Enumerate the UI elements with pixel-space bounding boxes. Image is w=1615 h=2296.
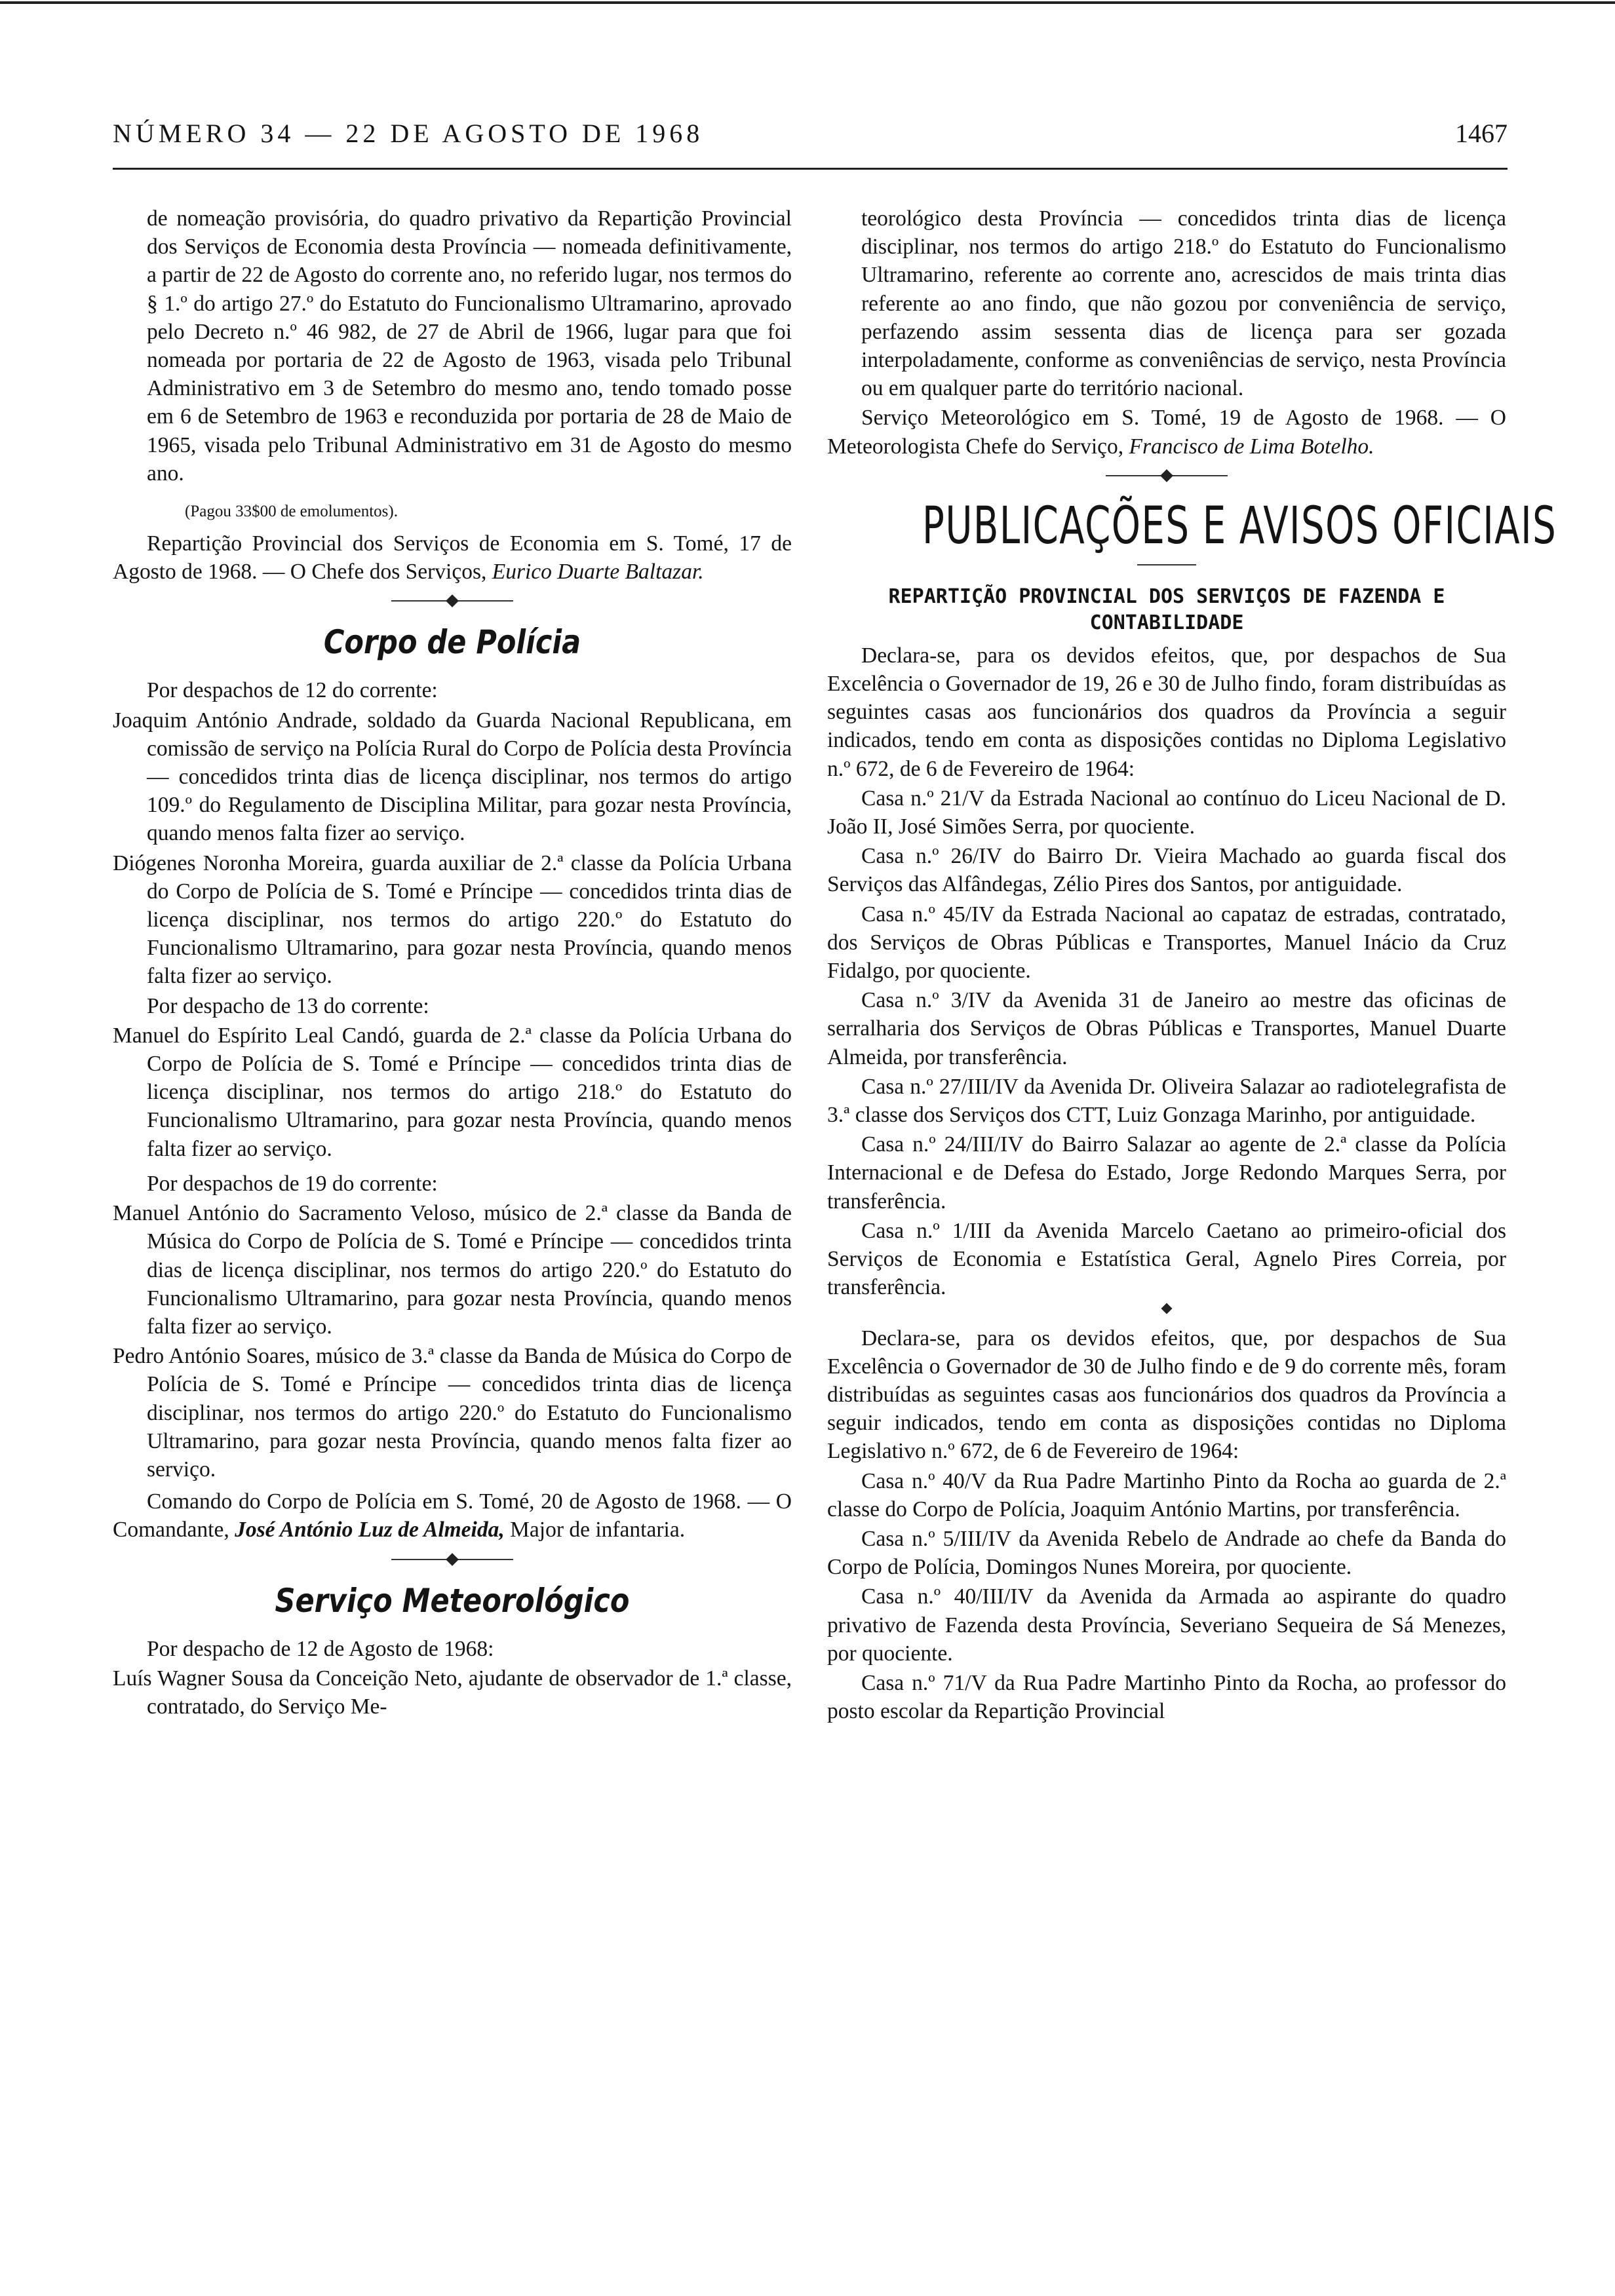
economia-continuation: de nomeação provisória, do quadro privativo da Repartição Provincial dos Serviços de Economia desta Província — nomeada definitivamente, a partir de 22 de Agosto do corrente ano, no referido lugar, nos termos do § 1.º do artigo 27.º do Estatuto do Funcionalismo Ultramarino, aprovado pelo Decreto n.º 46 982, de 27 de Abril de 1966, lugar para que foi nomeada por portaria de 22 de Agosto de 1963, visada pelo Tribunal Administrativo em 3 de Setembro do mesmo ano, tendo tomado posse em 6 de Setembro de 1963 e reconduzida por portaria de 28 de Maio de 1965, visada pelo Tribunal Administrativo em 31 de Agosto do mesmo ano. <box>147 206 792 486</box>
corpo-entry-1: Joaquim António Andrade, soldado da Guarda Nacional Republicana, em comissão de serviço na Polícia Rural do Corpo de Polícia desta Província — concedidos trinta dias de licença disciplinar, nos termos do artigo 109.º do Regulamento de Disciplina Militar, para gozar nesta Província, quando menos falta fizer ao serviço. <box>113 708 792 846</box>
right-column <box>827 204 1557 1727</box>
meteo-signatory: Francisco de Lima Botelho. <box>1129 434 1374 459</box>
casa-entry-7: Casa n.º 1/III da Avenida Marcelo Caetano ao primeiro-oficial dos Serviços de Economia e Estatística Geral, Agnelo Pires Correia, por transferência. <box>827 1218 1506 1300</box>
casa-entry-11: Casa n.º 71/V da Rua Padre Martinho Pinto da Rocha, ao professor do posto escolar da Repartição Provincial <box>827 1670 1506 1724</box>
publicacoes-avisos-title: PUBLICAÇÕES E AVISOS OFICIAIS <box>922 496 1557 556</box>
section-divider <box>827 466 1506 486</box>
corpo-signature-text: Comando do Corpo de Polícia em S. Tomé, 20 de Agosto de 1968. — O Comandante, <box>113 1489 792 1542</box>
small-divider <box>827 1305 1506 1312</box>
header-rule <box>113 168 1508 170</box>
fazenda-department-title: REPARTIÇÃO PROVINCIAL DOS SERVIÇOS DE FAZENDA E CONTABILIDADE <box>888 584 1445 634</box>
casa-entry-5: Casa n.º 27/III/IV da Avenida Dr. Oliveira Salazar ao radiotelegrafista de 3.ª classe dos Serviços dos CTT, Luiz Gonzaga Marinho, por antiguidade. <box>827 1074 1506 1128</box>
corpo-entry-2: Diógenes Noronha Moreira, guarda auxiliar de 2.ª classe da Polícia Urbana do Corpo de Polícia de S. Tomé e Príncipe — concedidos trinta dias de licença disciplinar, nos termos do artigo 220.º do Estatuto do Funcionalismo Ultramarino, para gozar nesta Província, quando menos falta fizer ao serviço. <box>113 851 792 989</box>
corpo-signature <box>113 1487 792 1544</box>
top-border-rule <box>0 1 1615 4</box>
meteo-signature <box>827 404 1506 460</box>
economia-signature-text: Repartição Provincial dos Serviços de Economia em S. Tomé, 17 de Agosto de 1968. — O Chefe dos Serviços, <box>113 531 792 584</box>
issue-date-header: NÚMERO 34 — 22 DE AGOSTO DE 1968 <box>113 119 704 148</box>
corpo-entry-5: Pedro António Soares, músico de 3.ª classe da Banda de Música do Corpo de Polícia de S. Tomé e Príncipe — concedidos trinta dias de licença disciplinar, nos termos do artigo 220.º do Estatuto do Funcionalismo Ultramarino, para gozar nesta Província, quando menos falta fizer ao serviço. <box>113 1344 792 1482</box>
section-divider <box>113 1550 792 1569</box>
page-number: 1467 <box>1455 119 1508 148</box>
declaration-1: Declara-se, para os devidos efeitos, que, por despachos de Sua Excelência o Governador de 19, 26 e 30 de Julho findo, foram distribuídas as seguintes casas aos funcionários dos quadros da Província a seguir indicados, tendo em conta as disposições contidas no Diploma Legislativo n.º 672, de 6 de Fevereiro de 1964: <box>827 643 1506 781</box>
casa-entry-2: Casa n.º 26/IV do Bairro Dr. Vieira Machado ao guarda fiscal dos Serviços das Alfândegas, Zélio Pires dos Santos, por antiguidade. <box>827 844 1506 897</box>
casa-entry-8: Casa n.º 40/V da Rua Padre Martinho Pinto da Rocha ao guarda de 2.ª classe do Corpo de Polícia, Joaquim António Martins, por transferência. <box>827 1468 1506 1521</box>
title-underline <box>1137 564 1196 565</box>
left-column <box>113 204 792 1722</box>
economia-signatory: Eurico Duarte Baltazar. <box>492 560 704 584</box>
meteo-signature-text: Serviço Meteorológico em S. Tomé, 19 de Agosto de 1968. — O Meteorologista Chefe do Serviço, <box>827 406 1506 459</box>
page-header <box>113 118 1508 155</box>
meteo-entry-1: Luís Wagner Sousa da Conceição Neto, ajudante de observador de 1.ª classe, contratado, do Serviço Me- <box>113 1666 792 1719</box>
meteo-continuation: teorológico desta Província — concedidos trinta dias de licença disciplinar, nos termos do artigo 218.º do Estatuto do Funcionalismo Ultramarino, referente ao corrente ano, acrescidos de mais trinta dias referente ao ano findo, que não gozou por conveniência de serviço, perfazendo assim sessenta dias de licença para ser gozada interpoladamente, conforme as conveniências de serviço, nesta Província ou em qualquer parte do território nacional. <box>861 206 1506 401</box>
section-divider <box>113 591 792 611</box>
economia-signature <box>113 529 792 586</box>
corpo-despacho-12: Por despachos de 12 do corrente: <box>147 678 438 703</box>
servico-meteorologico-title: Serviço Meteorológico <box>275 1581 630 1620</box>
corpo-entry-3: Manuel do Espírito Leal Candó, guarda de 2.ª classe da Polícia Urbana do Corpo de Polícia de S. Tomé e Príncipe — concedidos trinta dias de licença disciplinar, nos termos do artigo 218.º do Estatuto do Funcionalismo Ultramarino, para gozar nesta Província, quando menos falta fizer ao serviço. <box>113 1023 792 1161</box>
corpo-signatory-rank: Major de infantaria. <box>504 1518 686 1542</box>
payment-note: (Pagou 33$00 de emolumentos). <box>185 503 398 521</box>
casa-entry-1: Casa n.º 21/V da Estrada Nacional ao contínuo do Liceu Nacional de D. João II, José Simões Serra, por quociente. <box>827 786 1506 839</box>
corpo-despacho-13: Por despacho de 13 do corrente: <box>147 993 429 1018</box>
declaration-2: Declara-se, para os devidos efeitos, que, por despachos de Sua Excelência o Governador de 30 de Julho findo e de 9 do corrente mês, foram distribuídas as seguintes casas aos funcionários dos quadros da Província a seguir indicados, tendo em conta as disposições contidas no Diploma Legislativo n.º 672, de 6 de Fevereiro de 1964: <box>827 1326 1506 1464</box>
meteo-despacho: Por despacho de 12 de Agosto de 1968: <box>147 1636 494 1661</box>
corpo-despacho-19: Por despachos de 19 do corrente: <box>147 1171 438 1196</box>
corpo-policia-title: Corpo de Polícia <box>323 623 581 662</box>
casa-entry-4: Casa n.º 3/IV da Avenida 31 de Janeiro ao mestre das oficinas de serralharia dos Serviços de Obras Públicas e Transportes, Manuel Duarte Almeida, por transferência. <box>827 988 1506 1069</box>
corpo-entry-4: Manuel António do Sacramento Veloso, músico de 2.ª classe da Banda de Música do Corpo de Polícia de S. Tomé e Príncipe — concedidos trinta dias de licença disciplinar, nos termos do artigo 220.º do Estatuto do Funcionalismo Ultramarino, para gozar nesta Província, quando menos falta fizer ao serviço. <box>113 1201 792 1339</box>
casa-entry-10: Casa n.º 40/III/IV da Avenida da Armada ao aspirante do quadro privativo de Fazenda desta Província, Severiano Sequeira de Sá Menezes, por quociente. <box>827 1584 1506 1666</box>
casa-entry-9: Casa n.º 5/III/IV da Avenida Rebelo de Andrade ao chefe da Banda do Corpo de Polícia, Domingos Nunes Moreira, por quociente. <box>827 1526 1506 1580</box>
corpo-signatory: José António Luz de Almeida, <box>235 1518 505 1542</box>
casa-entry-6: Casa n.º 24/III/IV do Bairro Salazar ao agente de 2.ª classe da Polícia Internacional e de Defesa do Estado, Jorge Redondo Marques Serra, por transferência. <box>827 1132 1506 1214</box>
casa-entry-3: Casa n.º 45/IV da Estrada Nacional ao capataz de estradas, contratado, dos Serviços de Obras Públicas e Transportes, Manuel Inácio da Cruz Fidalgo, por quociente. <box>827 902 1506 984</box>
